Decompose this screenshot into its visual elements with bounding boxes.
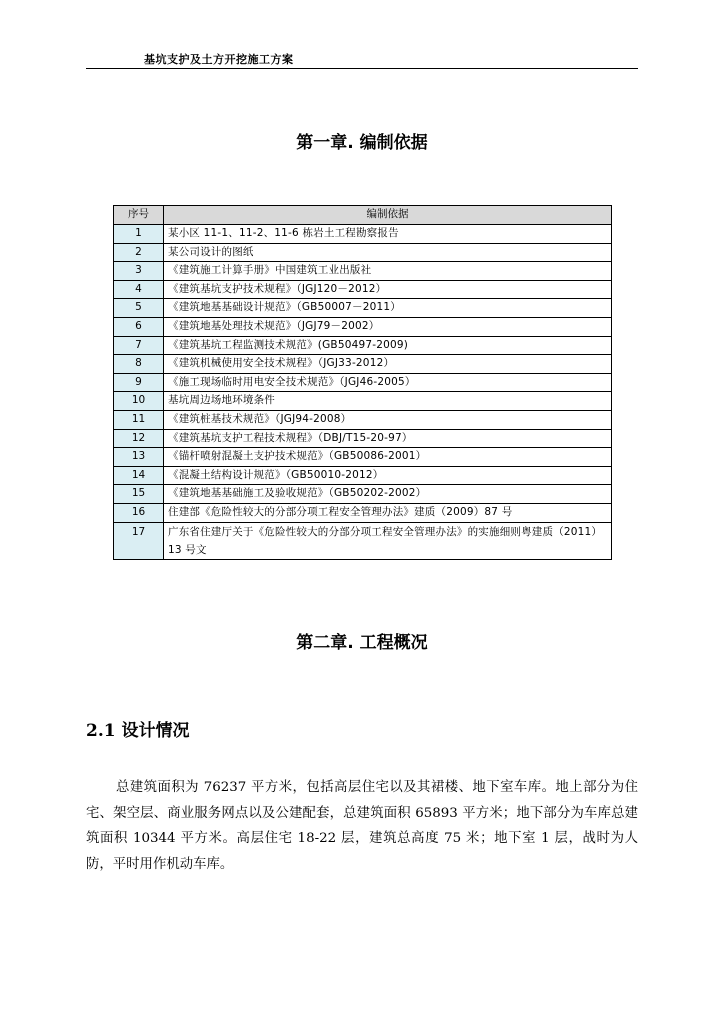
- row-number: 1: [114, 225, 164, 244]
- table-row: [114, 466, 612, 485]
- table-row: [114, 355, 612, 374]
- basis-table: [113, 205, 612, 560]
- row-number: 5: [114, 299, 164, 318]
- table-row: [114, 299, 612, 318]
- row-number: 9: [114, 373, 164, 392]
- row-number: 15: [114, 485, 164, 504]
- row-basis-text: 《建筑地基处理技术规范》（JGJ79－2002）: [164, 317, 612, 336]
- chapter-1-title: 第一章. 编制依据: [296, 133, 428, 153]
- table-row: [114, 503, 612, 522]
- header-rule: [86, 68, 638, 69]
- row-number: 16: [114, 503, 164, 522]
- running-header: 基坑支护及土方开挖施工方案: [144, 53, 294, 66]
- row-basis-text: 某公司设计的图纸: [164, 243, 612, 262]
- chapter-2-title: 第二章. 工程概况: [296, 633, 428, 653]
- row-number: 11: [114, 410, 164, 429]
- row-basis-text: 《锚杆喷射混凝土支护技术规范》（GB50086-2001）: [164, 448, 612, 467]
- row-number: 4: [114, 280, 164, 299]
- table-row: [114, 225, 612, 244]
- row-number: 10: [114, 392, 164, 411]
- row-basis-text: 《混凝土结构设计规范》（GB50010-2012）: [164, 466, 612, 485]
- row-basis-text: 《建筑基坑支护技术规程》（JGJ120－2012）: [164, 280, 612, 299]
- table-row: [114, 280, 612, 299]
- row-number: 8: [114, 355, 164, 374]
- row-number: 13: [114, 448, 164, 467]
- row-number: 3: [114, 262, 164, 281]
- row-number: 17: [114, 522, 164, 559]
- row-basis-text: 《建筑机械使用安全技术规程》（JGJ33-2012）: [164, 355, 612, 374]
- row-basis-text: 住建部《危险性较大的分部分项工程安全管理办法》建质（2009）87 号: [164, 503, 612, 522]
- column-header-basis: 编制依据: [164, 206, 612, 225]
- table-row: [114, 448, 612, 467]
- row-number: 2: [114, 243, 164, 262]
- row-basis-text: 《建筑施工计算手册》中国建筑工业出版社: [164, 262, 612, 281]
- row-basis-text: 《建筑桩基技术规范》（JGJ94-2008）: [164, 410, 612, 429]
- section-title: 2.1 设计情况: [86, 721, 190, 741]
- table-row: [114, 262, 612, 281]
- table-row: [114, 522, 612, 559]
- table-header-row: [114, 206, 612, 225]
- row-number: 12: [114, 429, 164, 448]
- table-row: [114, 336, 612, 355]
- row-basis-text: 《建筑基坑工程监测技术规范》(GB50497-2009): [164, 336, 612, 355]
- row-number: 7: [114, 336, 164, 355]
- table-row: [114, 429, 612, 448]
- row-basis-text: 某小区 11-1、11-2、11-6 栋岩土工程勘察报告: [164, 225, 612, 244]
- table-row: [114, 410, 612, 429]
- row-basis-text: 《施工现场临时用电安全技术规范》（JGJ46-2005）: [164, 373, 612, 392]
- table-row: [114, 243, 612, 262]
- table-row: [114, 485, 612, 504]
- row-basis-text: 《建筑基坑支护工程技术规程》（DBJ/T15-20-97）: [164, 429, 612, 448]
- row-basis-text: 基坑周边场地环境条件: [164, 392, 612, 411]
- row-number: 6: [114, 317, 164, 336]
- column-header-no: 序号: [114, 206, 164, 225]
- table-row: [114, 373, 612, 392]
- row-basis-text: 广东省住建厅关于《危险性较大的分部分项工程安全管理办法》的实施细则粤建质（2011）13 号文: [164, 522, 612, 559]
- table-row: [114, 317, 612, 336]
- row-basis-text: 《建筑地基基础施工及验收规范》（GB50202-2002）: [164, 485, 612, 504]
- table-row: [114, 392, 612, 411]
- body-paragraph: 总建筑面积为 76237 平方米，包括高层住宅以及其裙楼、地下室车库。地上部分为住宅、架空层、商业服务网点以及公建配套，总建筑面积 65893 平方米；地下部分为车库总建筑面积 10344 平方米。高层住宅 18-22 层，建筑总高度 75 米；地下室 1 层，战时为人防，平时用作机动车库。: [86, 780, 638, 873]
- row-number: 14: [114, 466, 164, 485]
- row-basis-text: 《建筑地基基础设计规范》（GB50007－2011）: [164, 299, 612, 318]
